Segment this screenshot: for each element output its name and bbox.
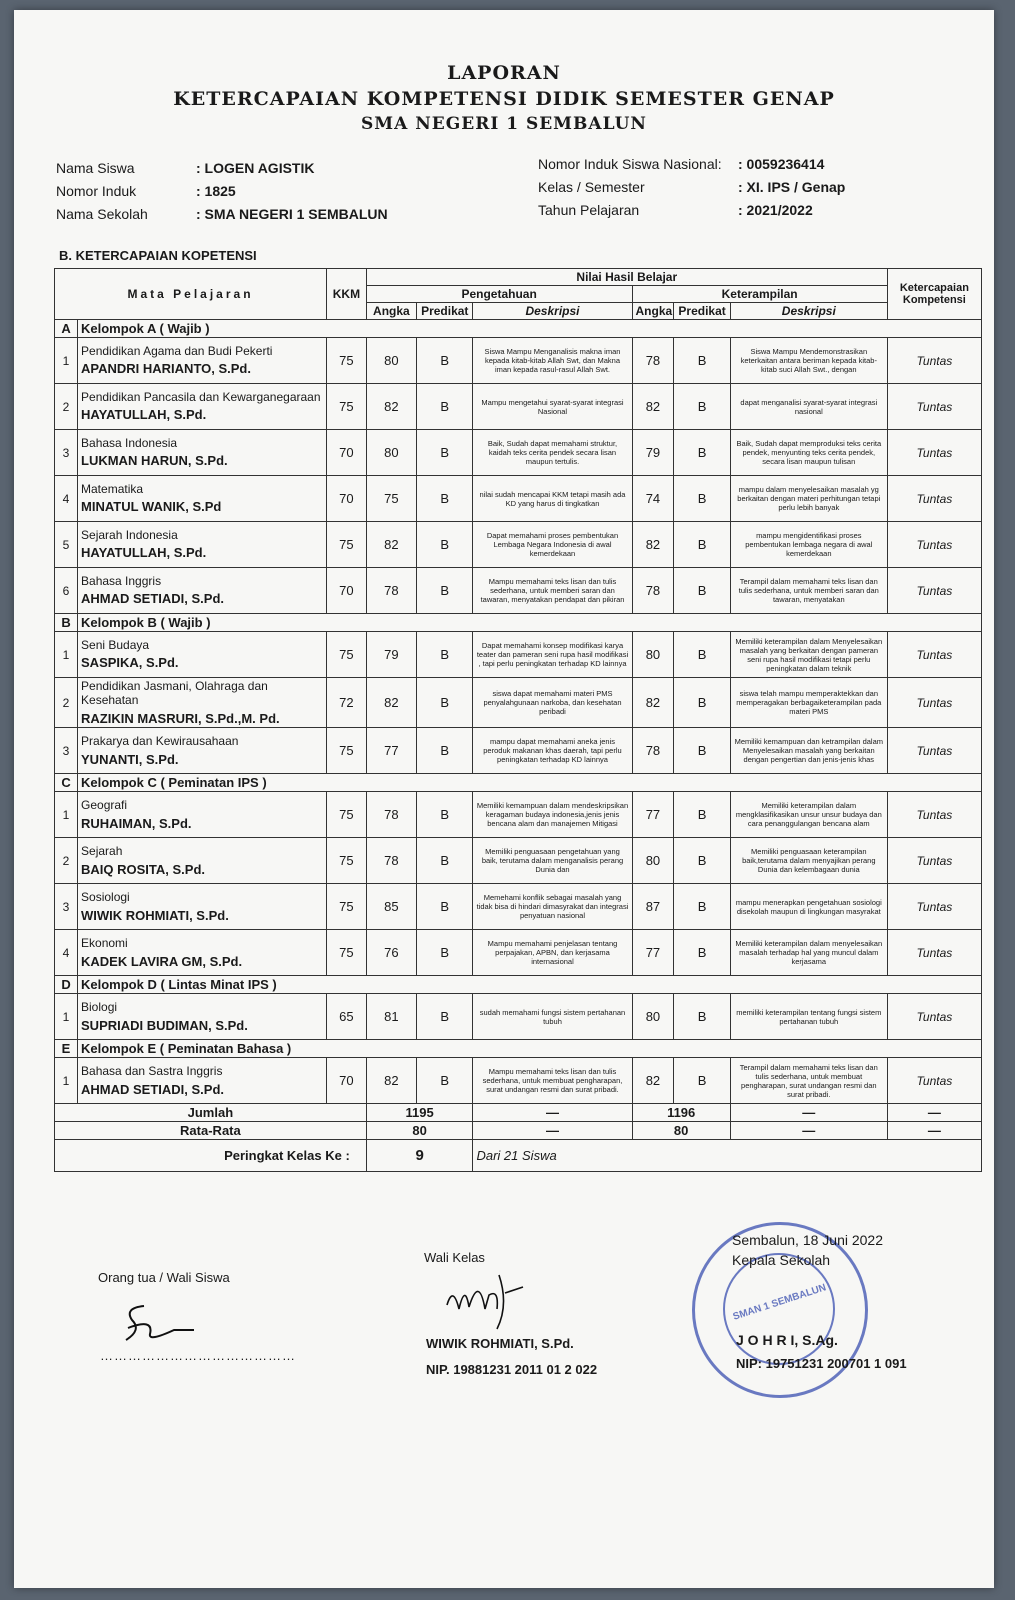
nama-label: Nama Siswa [56,160,135,176]
subject-name: Bahasa dan Sastra Inggris [81,1064,223,1079]
jumlah-pengetahuan: 1195 [366,1104,473,1122]
table-row [55,884,982,930]
pengetahuan-predikat: B [417,930,473,976]
table-row [55,930,982,976]
row-number: 6 [55,568,78,614]
grades-table [54,268,982,1172]
table-row [55,522,982,568]
table-row [55,384,982,430]
keterampilan-deskripsi: Siswa Mampu Mendemonstrasikan keterkaitan antara beriman kepada kitab-kitab suci Allah Swt., dengan [730,338,887,384]
keterampilan-deskripsi: dapat menganalisi syarat-syarat integrasi nasional [730,384,887,430]
subject-cell [78,678,327,728]
keterampilan-angka: 80 [632,994,674,1040]
teacher-name: AHMAD SETIADI, S.Pd. [81,591,225,607]
rata-row [55,1122,982,1140]
student-info-right [538,156,845,225]
peringkat-dari: Dari 21 Siswa [473,1140,982,1172]
group-title: Kelompok B ( Wajib ) [78,614,982,632]
keterampilan-predikat: B [674,994,730,1040]
table-row [55,430,982,476]
group-letter: E [55,1040,78,1058]
teacher-name: BAIQ ROSITA, S.Pd. [81,861,206,877]
nisn-value: : 0059236414 [738,156,825,172]
kkm-value: 75 [327,338,367,384]
tahun-value: : 2021/2022 [738,202,813,218]
subject-name: Prakarya dan Kewirausahaan [81,734,239,749]
jumlah-dash: — [473,1104,632,1122]
group-title: Kelompok D ( Lintas Minat IPS ) [78,976,982,994]
kompetensi-status: Tuntas [887,838,981,884]
group-title: Kelompok C ( Peminatan IPS ) [78,774,982,792]
pengetahuan-deskripsi: nilai sudah mencapai KKM tetapi masih ada KD yang harus di tingkatkan [473,476,632,522]
subject-cell [78,476,327,522]
keterampilan-deskripsi: mampu menerapkan pengetahuan sosiologi disekolah maupun di lingkungan masyrakat [730,884,887,930]
wali-label: Wali Kelas [424,1250,485,1265]
row-number: 1 [55,1058,78,1104]
kkm-value: 75 [327,884,367,930]
keterampilan-predikat: B [674,384,730,430]
pengetahuan-deskripsi: Dapat memahami proses pembentukan Lembaga Negara Indonesia di awal kemerdekaan [473,522,632,568]
teacher-name: LUKMAN HARUN, S.Pd. [81,453,228,469]
keterampilan-deskripsi: Memiliki keterampilan dalam menyelesaikan masalah terhadap hal yang muncul dalam kerjasama [730,930,887,976]
pengetahuan-angka: 82 [366,1058,416,1104]
keterampilan-angka: 77 [632,792,674,838]
jumlah-row [55,1104,982,1122]
kepala-label: Kepala Sekolah [732,1252,831,1268]
keterampilan-angka: 82 [632,522,674,568]
table-row [55,792,982,838]
pengetahuan-angka: 80 [366,338,416,384]
teacher-name: AHMAD SETIADI, S.Pd. [81,1081,225,1097]
kkm-value: 75 [327,728,367,774]
pengetahuan-angka: 77 [366,728,416,774]
sekolah-value: : SMA NEGERI 1 SEMBALUN [196,206,388,222]
kkm-value: 70 [327,568,367,614]
keterampilan-predikat: B [674,568,730,614]
report-title: LAPORAN [447,62,561,84]
peringkat-row [55,1140,982,1172]
peringkat-value: 9 [366,1140,473,1172]
pengetahuan-deskripsi: Mampu memahami penjelasan tentang perpajakan, APBN, dan kerjasama internasional [473,930,632,976]
kelas-label: Kelas / Semester [538,179,645,195]
keterampilan-angka: 82 [632,678,674,728]
kkm-value: 70 [327,430,367,476]
pengetahuan-angka: 78 [366,568,416,614]
group-letter: A [55,320,78,338]
teacher-name: YUNANTI, S.Pd. [81,751,179,767]
ortu-signature-line: …………………………………… [100,1348,296,1363]
kompetensi-status: Tuntas [887,1058,981,1104]
subject-cell [78,884,327,930]
table-row [55,728,982,774]
keterampilan-deskripsi: Terampil dalam memahami teks lisan dan tulis sederhana, untuk membuat pengharapan, surat undangan resmi dan surat pribadi. [730,1058,887,1104]
table-row [55,632,982,678]
pengetahuan-deskripsi: mampu dapat memahami aneka jenis peroduk makanan khas daerah, tapi perlu peningkatan terhadap KD lainnya [473,728,632,774]
keterampilan-predikat: B [674,728,730,774]
teacher-name: RUHAIMAN, S.Pd. [81,815,192,831]
kompetensi-status: Tuntas [887,930,981,976]
pengetahuan-angka: 78 [366,792,416,838]
subject-name: Pendidikan Pancasila dan Kewarganegaraan [81,390,321,404]
pengetahuan-angka: 76 [366,930,416,976]
row-number: 5 [55,522,78,568]
group-row [55,320,982,338]
kompetensi-status: Tuntas [887,384,981,430]
kompetensi-status: Tuntas [887,522,981,568]
kompetensi-status: Tuntas [887,338,981,384]
tahun-label: Tahun Pelajaran [538,202,640,218]
pengetahuan-predikat: B [417,430,473,476]
row-number: 2 [55,678,78,728]
keterampilan-predikat: B [674,338,730,384]
subject-name: Pendidikan Jasmani, Olahraga dan Kesehatan [81,679,268,708]
pengetahuan-deskripsi: Memehami konflik sebagai masalah yang tidak bisa di hindari dimasyrakat dan integrasi penyatuan nasional [473,884,632,930]
pengetahuan-deskripsi: Mampu memahami teks lisan dan tulis sederhana, untuk memberi saran dan tawaran, menyatakan pendapat dan pikiran [473,568,632,614]
wali-name: WIWIK ROHMIATI, S.Pd. [426,1336,574,1351]
keterampilan-predikat: B [674,430,730,476]
pengetahuan-deskripsi: Mampu mengetahui syarat-syarat integrasi Nasional [473,384,632,430]
group-letter: C [55,774,78,792]
induk-label: Nomor Induk [56,183,137,199]
keterampilan-angka: 82 [632,384,674,430]
subject-cell [78,728,327,774]
teacher-name: RAZIKIN MASRURI, S.Pd.,M. Pd. [81,710,280,726]
pengetahuan-angka: 82 [366,678,416,728]
keterampilan-deskripsi: Terampil dalam memahami teks lisan dan tulis sederhana, untuk memberi saran dan tawaran, menyatakan [730,568,887,614]
keterampilan-angka: 78 [632,728,674,774]
table-row [55,338,982,384]
pengetahuan-predikat: B [417,522,473,568]
subject-cell [78,568,327,614]
kkm-value: 65 [327,994,367,1040]
report-paper [14,10,994,1588]
header-angka: Angka [632,303,674,320]
subject-name: Seni Budaya [81,638,150,652]
pengetahuan-predikat: B [417,632,473,678]
header-nilai: Nilai Hasil Belajar [366,269,887,286]
pengetahuan-predikat: B [417,792,473,838]
rata-dash: — [473,1122,632,1140]
keterampilan-predikat: B [674,678,730,728]
keterampilan-angka: 82 [632,1058,674,1104]
pengetahuan-deskripsi: sudah memahami fungsi sistem pertahanan tubuh [473,994,632,1040]
header-deskripsi: Deskripsi [730,303,887,320]
header-predikat: Predikat [417,303,473,320]
keterampilan-predikat: B [674,476,730,522]
kkm-value: 75 [327,632,367,678]
rata-pengetahuan: 80 [366,1122,473,1140]
table-row [55,1058,982,1104]
kkm-value: 75 [327,838,367,884]
nama-value: : LOGEN AGISTIK [196,160,315,176]
keterampilan-predikat: B [674,632,730,678]
kompetensi-status: Tuntas [887,884,981,930]
header-keterampilan: Keterampilan [632,286,887,303]
subject-cell [78,632,327,678]
kelas-value: : XI. IPS / Genap [738,179,846,195]
nisn-label: Nomor Induk Siswa Nasional: [538,156,722,172]
header-angka: Angka [366,303,416,320]
keterampilan-angka: 78 [632,568,674,614]
report-subtitle: KETERCAPAIAN KOMPETENSI DIDIK SEMESTER GENAP [173,88,835,110]
induk-value: : 1825 [196,183,236,199]
keterampilan-angka: 79 [632,430,674,476]
subject-name: Biologi [81,1000,118,1015]
keterampilan-predikat: B [674,884,730,930]
jumlah-keterampilan: 1196 [632,1104,730,1122]
school-stamp [692,1222,868,1398]
peringkat-label: Peringkat Kelas Ke : [55,1140,367,1172]
teacher-name: APANDRI HARIANTO, S.Pd. [81,361,251,377]
teacher-name: MINATUL WANIK, S.Pd [81,499,222,515]
place-date: Sembalun, 18 Juni 2022 [732,1232,883,1248]
pengetahuan-angka: 82 [366,522,416,568]
header-deskripsi: Deskripsi [473,303,632,320]
header-kompetensi: Ketercapaian Kompetensi [887,269,981,320]
subject-name: Matematika [81,482,144,496]
kkm-value: 75 [327,384,367,430]
teacher-name: SUPRIADI BUDIMAN, S.Pd. [81,1017,248,1033]
jumlah-dash: — [887,1104,981,1122]
table-body [55,320,982,1172]
row-number: 3 [55,728,78,774]
row-number: 4 [55,930,78,976]
keterampilan-deskripsi: mampu dalam menyelesaikan masalah yg berkaitan dengan materi perhitungan tetapi perlu lebih banyak [730,476,887,522]
row-number: 3 [55,884,78,930]
table-row [55,678,982,728]
subject-name: Bahasa Indonesia [81,436,178,450]
subject-cell [78,930,327,976]
subject-cell [78,522,327,568]
pengetahuan-predikat: B [417,838,473,884]
group-letter: B [55,614,78,632]
keterampilan-deskripsi: Memiliki keterampilan dalam Menyelesaikan masalah yang berkaitan dengan pameran seni rupa hasil modifikasi tetapi perlu peningkatan dalam teknik [730,632,887,678]
kompetensi-status: Tuntas [887,568,981,614]
group-row [55,1040,982,1058]
pengetahuan-predikat: B [417,338,473,384]
kkm-value: 72 [327,678,367,728]
pengetahuan-predikat: B [417,728,473,774]
subject-name: Sejarah [81,844,123,859]
pengetahuan-deskripsi: Dapat memahami konsep modifikasi karya teater dan pameran seni rupa hasil modifikasi , tapi perlu peningkatan terhadap KD lainnya [473,632,632,678]
row-number: 1 [55,338,78,384]
wali-signature [439,1265,529,1335]
subject-name: Ekonomi [81,936,128,951]
keterampilan-angka: 80 [632,838,674,884]
subject-cell [78,338,327,384]
pengetahuan-angka: 81 [366,994,416,1040]
ortu-label: Orang tua / Wali Siswa [98,1270,230,1285]
header-predikat: Predikat [674,303,730,320]
rata-keterampilan: 80 [632,1122,730,1140]
student-info-left [56,160,388,229]
table-row [55,994,982,1040]
subject-name: Sejarah Indonesia [81,528,178,542]
row-number: 2 [55,384,78,430]
keterampilan-deskripsi: mampu mengidentifikasi proses pembentukan lembaga negara di awal kemerdekaan [730,522,887,568]
school-title: SMA NEGERI 1 SEMBALUN [361,114,647,134]
kepala-nip: NIP: 19751231 200701 1 091 [736,1356,907,1371]
group-row [55,976,982,994]
keterampilan-predikat: B [674,1058,730,1104]
kkm-value: 75 [327,930,367,976]
pengetahuan-deskripsi: siswa dapat memahami materi PMS penyalahgunaan narkoba, dan kesehatan peribadi [473,678,632,728]
pengetahuan-deskripsi: Memiliki penguasaan pengetahuan yang baik, terutama dalam menganalisis perang Dunia dan [473,838,632,884]
keterampilan-predikat: B [674,930,730,976]
subject-name: Geografi [81,798,128,813]
kompetensi-status: Tuntas [887,632,981,678]
keterampilan-angka: 78 [632,338,674,384]
row-number: 2 [55,838,78,884]
table-row [55,838,982,884]
keterampilan-deskripsi: memiliki keterampilan tentang fungsi sistem pertahanan tubuh [730,994,887,1040]
pengetahuan-angka: 80 [366,430,416,476]
kompetensi-status: Tuntas [887,476,981,522]
keterampilan-deskripsi: siswa telah mampu memperaktekkan dan memperagakan berbagaiketerampilan pada materi PMS [730,678,887,728]
pengetahuan-predikat: B [417,384,473,430]
subject-cell [78,994,327,1040]
subject-name: Bahasa Inggris [81,574,162,588]
pengetahuan-angka: 75 [366,476,416,522]
header-mapel: Mata Pelajaran [55,269,327,320]
row-number: 3 [55,430,78,476]
kompetensi-status: Tuntas [887,678,981,728]
ortu-signature [114,1298,204,1348]
keterampilan-predikat: B [674,792,730,838]
group-letter: D [55,976,78,994]
keterampilan-predikat: B [674,838,730,884]
kkm-value: 70 [327,476,367,522]
jumlah-label: Jumlah [55,1104,367,1122]
keterampilan-deskripsi: Baik, Sudah dapat memproduksi teks cerita pendek, menyunting teks cerita pendek, secara lisan maupun tulisan [730,430,887,476]
keterampilan-angka: 74 [632,476,674,522]
kompetensi-status: Tuntas [887,430,981,476]
pengetahuan-predikat: B [417,678,473,728]
teacher-name: HAYATULLAH, S.Pd. [81,407,207,423]
group-row [55,774,982,792]
pengetahuan-predikat: B [417,1058,473,1104]
table-row [55,476,982,522]
pengetahuan-predikat: B [417,568,473,614]
row-number: 1 [55,792,78,838]
kompetensi-status: Tuntas [887,728,981,774]
pengetahuan-deskripsi: Siswa Mampu Menganalisis makna iman kepada kitab-kitab Allah Swt, dan Makna iman kepada rasul-rasul Allah Swt. [473,338,632,384]
kkm-value: 75 [327,792,367,838]
pengetahuan-deskripsi: Memiliki kemampuan dalam mendeskripsikan keragaman budaya indonesia,jenis jenis bencana alam dan manajemen Mitigasi [473,792,632,838]
pengetahuan-angka: 82 [366,384,416,430]
kkm-value: 75 [327,522,367,568]
teacher-name: KADEK LAVIRA GM, S.Pd. [81,953,243,969]
subject-name: Pendidikan Agama dan Budi Pekerti [81,344,273,358]
subject-cell [78,1058,327,1104]
row-number: 1 [55,994,78,1040]
group-title: Kelompok E ( Peminatan Bahasa ) [78,1040,982,1058]
rata-dash: — [887,1122,981,1140]
pengetahuan-angka: 85 [366,884,416,930]
rata-dash: — [730,1122,887,1140]
kompetensi-status: Tuntas [887,994,981,1040]
section-title: B. KETERCAPAIAN KOPETENSI [59,248,257,263]
sekolah-label: Nama Sekolah [56,206,148,222]
group-title: Kelompok A ( Wajib ) [78,320,982,338]
header-kkm: KKM [327,269,367,320]
teacher-name: WIWIK ROHMIATI, S.Pd. [81,907,229,923]
row-number: 4 [55,476,78,522]
teacher-name: HAYATULLAH, S.Pd. [81,545,207,561]
group-row [55,614,982,632]
header-pengetahuan: Pengetahuan [366,286,632,303]
subject-cell [78,838,327,884]
jumlah-dash: — [730,1104,887,1122]
subject-cell [78,384,327,430]
wali-nip: NIP. 19881231 2011 01 2 022 [426,1362,598,1377]
pengetahuan-angka: 78 [366,838,416,884]
pengetahuan-predikat: B [417,994,473,1040]
keterampilan-angka: 87 [632,884,674,930]
keterampilan-predikat: B [674,522,730,568]
keterampilan-deskripsi: Memiliki keterampilan dalam mengklasifikasikan unsur unsur budaya dan cara penanggulangan bencana alam [730,792,887,838]
keterampilan-deskripsi: Memiliki penguasaan keterampilan baik,terutama dalam menyajikan perang Dunia dan kelembagaan dunia [730,838,887,884]
pengetahuan-deskripsi: Baik, Sudah dapat memahami struktur, kaidah teks cerita pendek secara lisan maupun tertulis. [473,430,632,476]
table-row [55,568,982,614]
keterampilan-deskripsi: Memiliki kemampuan dan ketrampilan dalam Menyelesaikan masalah yang berkaitan dengan pengertian dan jenis-jenis khas [730,728,887,774]
kkm-value: 70 [327,1058,367,1104]
row-number: 1 [55,632,78,678]
pengetahuan-predikat: B [417,476,473,522]
rata-label: Rata-Rata [55,1122,367,1140]
subject-cell [78,792,327,838]
subject-cell [78,430,327,476]
pengetahuan-deskripsi: Mampu memahami teks lisan dan tulis sederhana, untuk membuat pengharapan, surat undangan resmi dan surat pribadi. [473,1058,632,1104]
pengetahuan-angka: 79 [366,632,416,678]
keterampilan-angka: 80 [632,632,674,678]
subject-name: Sosiologi [81,890,130,905]
stamp-text: SMAN 1 SEMBALUN [731,1282,828,1323]
pengetahuan-predikat: B [417,884,473,930]
keterampilan-angka: 77 [632,930,674,976]
kepala-name: J O H R I, S.Ag. [736,1332,838,1348]
kompetensi-status: Tuntas [887,792,981,838]
teacher-name: SASPIKA, S.Pd. [81,655,179,671]
